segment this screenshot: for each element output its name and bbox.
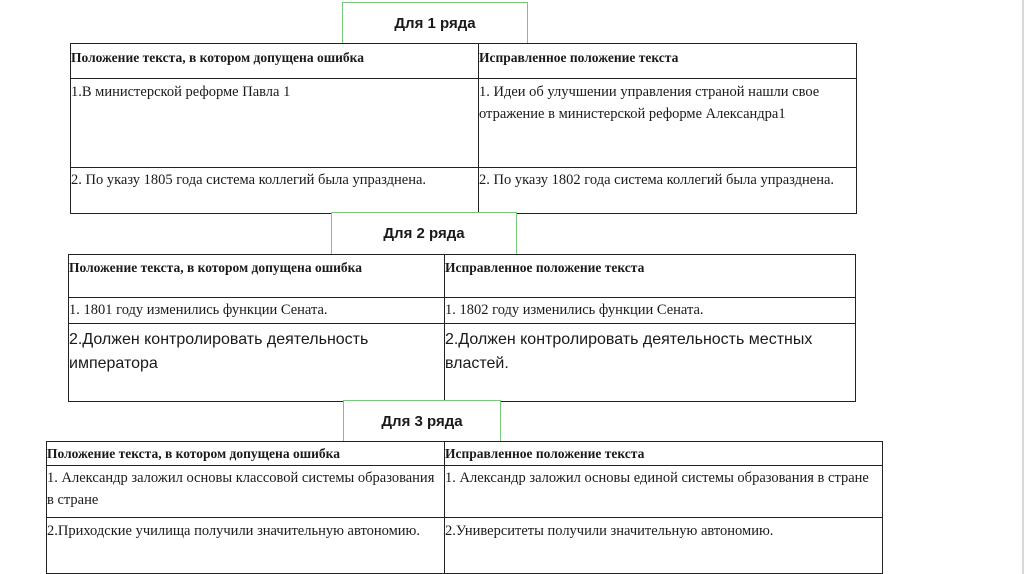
corrected-cell: 2. По указу 1802 года система коллегий была упразднена.: [479, 168, 857, 214]
table-row: [47, 518, 883, 574]
header-error-position: Положение текста, в котором допущена ошибка: [71, 44, 479, 79]
table-header-row: [71, 44, 857, 79]
error-cell: 2.Должен контролировать деятельность императора: [69, 324, 445, 402]
header-corrected-position: Исправленное положение текста: [445, 255, 856, 298]
header-error-position: Положение текста, в котором допущена ошибка: [69, 255, 445, 298]
section-1-caption-text: Для 1 ряда: [394, 15, 476, 32]
table-header-row: [47, 442, 883, 466]
section-2-caption-text: Для 2 ряда: [383, 225, 465, 242]
error-cell: 1.В министерской реформе Павла 1: [71, 79, 479, 168]
corrected-cell: 1. 1802 году изменились функции Сената.: [445, 298, 856, 324]
table-row: [69, 324, 856, 402]
header-corrected-position: Исправленное положение текста: [479, 44, 857, 79]
corrected-cell: 2.Университеты получили значительную автономию.: [445, 518, 883, 574]
error-cell: 1. 1801 году изменились функции Сената.: [69, 298, 445, 324]
section-3-caption-text: Для 3 ряда: [381, 413, 463, 430]
error-cell: 2.Приходские училища получили значительную автономию.: [47, 518, 445, 574]
error-cell: 1. Александр заложил основы классовой системы образования в стране: [47, 466, 445, 518]
section-1-caption: [342, 2, 528, 44]
section-1-table: [70, 43, 857, 214]
table-row: [69, 298, 856, 324]
corrected-cell: 1. Александр заложил основы единой системы образования в стране: [445, 466, 883, 518]
corrected-cell: 1. Идеи об улучшении управления страной нашли свое отражение в министерской реформе Александра1: [479, 79, 857, 168]
header-corrected-position: Исправленное положение текста: [445, 442, 883, 466]
table-row: [71, 168, 857, 214]
section-3-caption: [343, 400, 501, 442]
corrected-cell: 2.Должен контролировать деятельность местных властей.: [445, 324, 856, 402]
table-row: [71, 79, 857, 168]
section-3-table: [46, 441, 883, 574]
table-header-row: [69, 255, 856, 298]
section-2-caption: [331, 212, 517, 255]
error-cell: 2. По указу 1805 года система коллегий была упразднена.: [71, 168, 479, 214]
header-error-position: Положение текста, в котором допущена ошибка: [47, 442, 445, 466]
table-row: [47, 466, 883, 518]
section-2-table: [68, 254, 856, 402]
